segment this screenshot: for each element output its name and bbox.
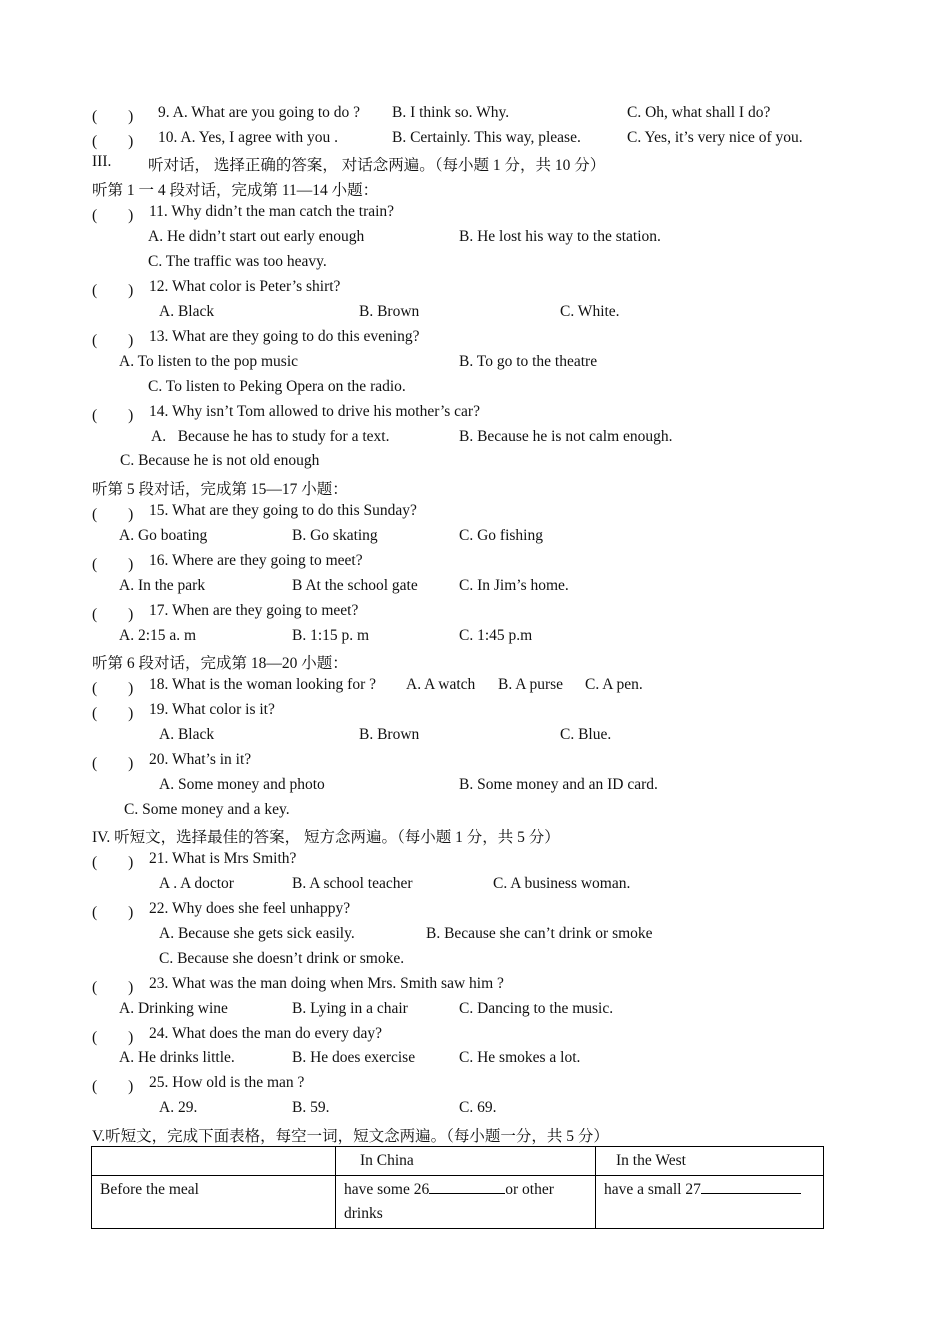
cell-text: drinks [344,1205,383,1222]
option-c: C. In Jim’s home. [459,577,569,594]
option-a: A. Drinking wine [119,1000,228,1017]
option-c: C. Go fishing [459,527,543,544]
option-c: C. The traffic was too heavy. [148,253,327,270]
option-b: B. A school teacher [292,875,413,892]
option-b: B. Because he is not calm enough. [459,428,673,445]
answer-paren: ( ) [92,282,134,299]
question-text: 19. What color is it? [149,701,275,718]
table-cell-china [336,1176,596,1229]
option-c: C. He smokes a lot. [459,1049,581,1066]
option-b: B. Because she can’t drink or smoke [426,925,653,942]
option-b: B. A purse [498,676,564,693]
question-text: 18. What is the woman looking for ? [149,676,377,693]
question-text: 17. When are they going to meet? [149,602,359,619]
subsection-heading: 听第 1 一 4 段对话，完成第 11—14 小题： [92,182,379,199]
answer-paren: ( ) [92,506,134,523]
option-b: B. Certainly. This way, please. [392,129,581,146]
table-row-label: Before the meal [92,1176,336,1229]
blank-27[interactable] [701,1179,801,1194]
answer-table [91,1146,824,1229]
answer-paren: ( ) [92,1078,134,1095]
question-text: 21. What is Mrs Smith? [149,850,297,867]
option-c: C. A business woman. [493,875,631,892]
option-a: A. 29. [159,1099,198,1116]
option-a: A. He didn’t start out early enough [148,228,365,245]
question-text: 20. What’s in it? [149,751,252,768]
answer-paren: ( ) [92,207,134,224]
table-header-cell: In China [336,1147,596,1176]
question-text: 24. What does the man do every day? [149,1025,382,1042]
table-cell-west [596,1176,824,1229]
option-a: A. 2:15 a. m [119,627,197,644]
subsection-heading: 听第 6 段对话，完成第 18—20 小题： [92,655,348,672]
option-b: B. Brown [359,726,420,743]
question-text: 14. Why isn’t Tom allowed to drive his mother’s car? [149,403,480,420]
option-c: C. Yes, it’s very nice of you. [627,129,803,146]
option-c: C. To listen to Peking Opera on the radio. [148,378,406,395]
option-a: A. He drinks little. [119,1049,235,1066]
answer-paren: ( ) [92,854,134,871]
option-b: B. I think so. Why. [392,104,510,121]
option-c: C. Oh, what shall I do? [627,104,771,121]
option-b: B. 1:15 p. m [292,627,370,644]
option-b: B At the school gate [292,577,418,594]
table-header-cell: In the West [596,1147,824,1176]
cell-text: have some 26 [344,1181,430,1198]
answer-paren: ( ) [92,680,134,697]
answer-paren: ( ) [92,556,134,573]
option-a: A. Black [159,726,215,743]
option-a: A. Black [159,303,215,320]
option-c: C. Blue. [560,726,612,743]
section-number: III. [92,153,112,170]
option-c: C. 69. [459,1099,497,1116]
question-text: 10. A. Yes, I agree with you . [158,129,338,146]
option-c: C. 1:45 p.m [459,627,533,644]
answer-paren: ( ) [92,108,134,125]
cell-text: have a small 27 [604,1181,701,1198]
table-header-row [92,1147,824,1176]
table-header-cell [92,1147,336,1176]
question-text: 16. Where are they going to meet? [149,552,363,569]
answer-paren: ( ) [92,979,134,996]
answer-paren: ( ) [92,705,134,722]
option-b: B. To go to the theatre [459,353,598,370]
option-c: C. Dancing to the music. [459,1000,614,1017]
answer-paren: ( ) [92,904,134,921]
option-a: A. Some money and photo [159,776,325,793]
question-text: 12. What color is Peter’s shirt? [149,278,341,295]
option-b: B. Go skating [292,527,378,544]
question-text: 22. Why does she feel unhappy? [149,900,351,917]
section-instructions: 听对话， 选择正确的答案， 对话念两遍。（每小题 1 分，共 10 分） [148,157,606,174]
option-a: A. Because she gets sick easily. [159,925,355,942]
option-b: B. Brown [359,303,420,320]
option-b: B. Lying in a chair [292,1000,408,1017]
answer-paren: ( ) [92,407,134,424]
answer-paren: ( ) [92,755,134,772]
answer-paren: ( ) [92,1029,134,1046]
subsection-heading: 听第 5 段对话，完成第 15—17 小题： [92,481,348,498]
question-text: 23. What was the man doing when Mrs. Smith saw him ? [149,975,504,992]
option-c: C. Some money and a key. [124,801,290,818]
answer-paren: ( ) [92,606,134,623]
answer-paren: ( ) [92,133,134,150]
option-c: C. Because he is not old enough [120,452,320,469]
option-b: B. He does exercise [292,1049,416,1066]
question-text: 25. How old is the man ? [149,1074,305,1091]
option-a: A. To listen to the pop music [119,353,299,370]
option-c: C. Because she doesn’t drink or smoke. [159,950,405,967]
option-a: A. In the park [119,577,206,594]
option-b: B. 59. [292,1099,330,1116]
option-c: C. White. [560,303,620,320]
option-b: B. He lost his way to the station. [459,228,661,245]
question-text: 13. What are they going to do this evening? [149,328,420,345]
option-a: A. Go boating [119,527,208,544]
option-a: A. A watch [406,676,476,693]
option-a: A. Because he has to study for a text. [151,428,390,445]
table-row [92,1176,824,1229]
section-5-heading: V.听短文，完成下面表格，每空一词，短文念两遍。（每小题一分，共 5 分） [92,1128,609,1145]
question-text: 15. What are they going to do this Sunday? [149,502,417,519]
option-a: A . A doctor [159,875,234,892]
section-4-heading: IV. 听短文，选择最佳的答案， 短方念两遍。（每小题 1 分，共 5 分） [92,829,560,846]
cell-text: or other [505,1181,554,1198]
blank-26[interactable] [429,1179,505,1194]
option-b: B. Some money and an ID card. [459,776,658,793]
answer-paren: ( ) [92,332,134,349]
option-c: C. A pen. [585,676,643,693]
question-text: 11. Why didn’t the man catch the train? [149,203,395,220]
question-text: 9. A. What are you going to do ? [158,104,361,121]
